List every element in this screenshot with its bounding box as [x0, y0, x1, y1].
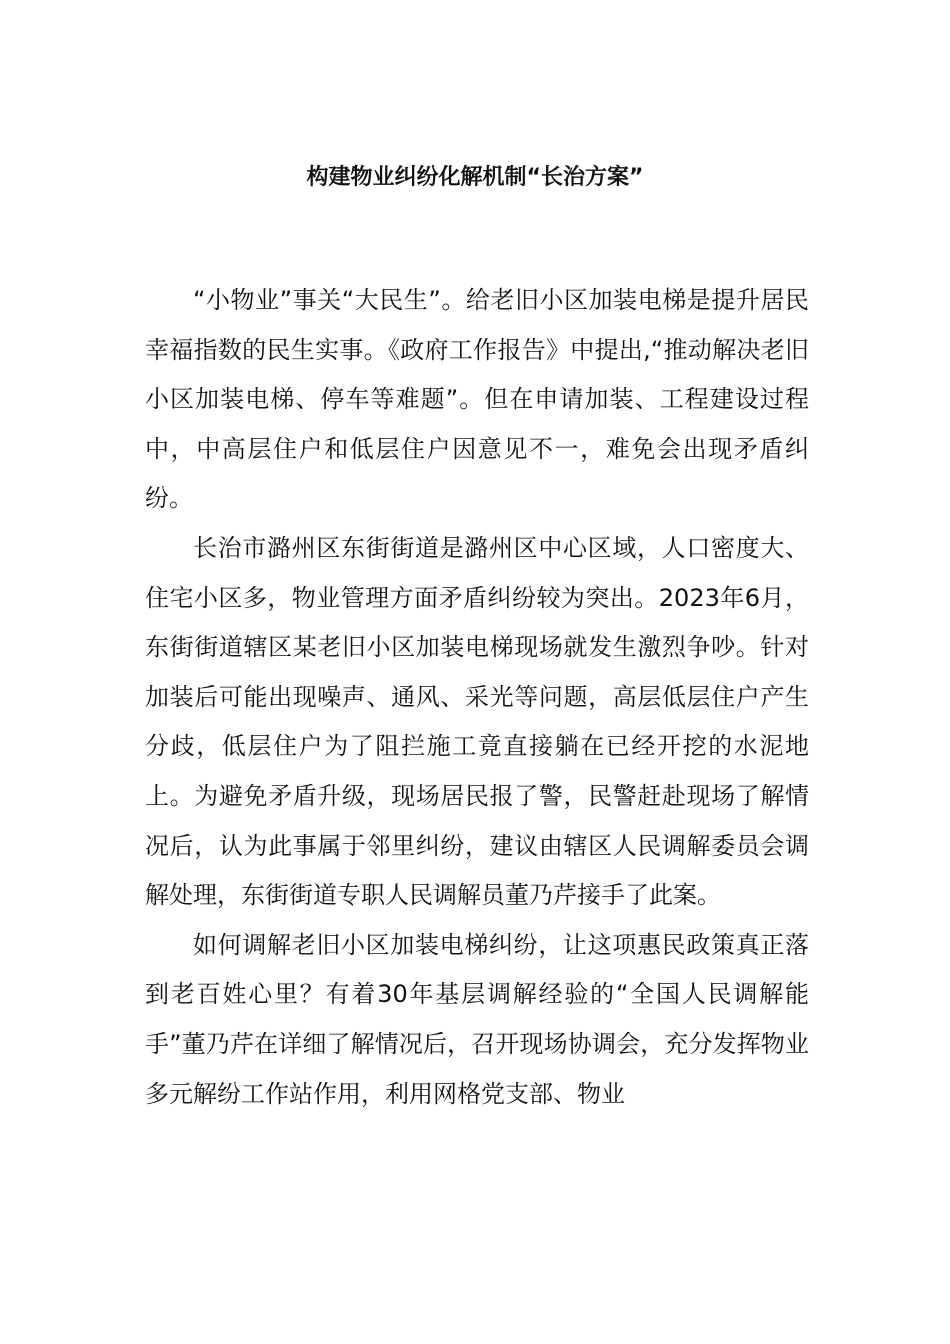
- paragraph-3: 如何调解老旧小区加装电梯纠纷，让这项惠民政策真正落到老百姓心里？有着30年基层调解经验的“全国人民调解能手”董乃芹在详细了解情况后，召开现场协调会，充分发挥物业多元解纷工作站作用，利用网格党支部、物业: [145, 930, 809, 1108]
- document-title: 构建物业纠纷化解机制“长治方案”: [306, 165, 644, 190]
- paragraph-2: 长治市潞州区东街街道是潞州区中心区域，人口密度大、住宅小区多，物业管理方面矛盾纠纷较为突出。2023年6月，东街街道辖区某老旧小区加装电梯现场就发生激烈争吵。针对加装后可能出现噪声、通风、采光等问题，高层低层住户产生分歧，低层住户为了阻拦施工竟直接躺在已经开挖的水泥地上。为避免矛盾升级，现场居民报了警，民警赶赴现场了解情况后，认为此事属于邻里纠纷，建议由辖区人民调解委员会调解处理，东街街道专职人民调解员董乃芹接手了此案。: [145, 533, 809, 910]
- paragraph-1: “小物业”事关“大民生”。给老旧小区加装电梯是提升居民幸福指数的民生实事。《政府工作报告》中提出,“推动解决老旧小区加装电梯、停车等难题”。但在申请加装、工程建设过程中，中高层住户和低层住户因意见不一，难免会出现矛盾纠纷。: [145, 286, 809, 513]
- document-body: [145, 276, 809, 1119]
